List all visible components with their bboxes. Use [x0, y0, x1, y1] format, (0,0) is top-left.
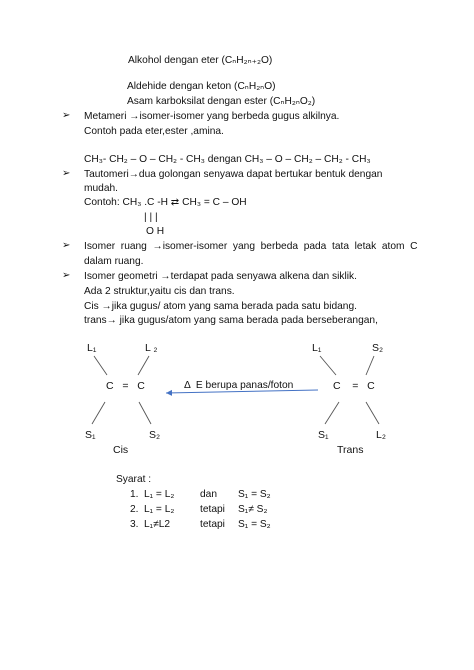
- trans-bond-l2: [366, 402, 379, 424]
- cis-bond-s1: [92, 402, 105, 424]
- tautomeri-atoms: O H: [146, 226, 165, 237]
- tautomeri-definition: Tautomeri→dua golongan senyawa dapat bertukar bentuk dengan: [84, 169, 383, 180]
- syarat-s-condition: S₁ = S₂: [238, 519, 271, 530]
- bullet-marker: ➢: [62, 240, 71, 251]
- cis-l1-label: L₁: [87, 342, 97, 354]
- bullet-marker: ➢: [62, 168, 71, 179]
- syarat-l-condition: L₁≠L2: [144, 519, 171, 530]
- bullet-marker: ➢: [62, 110, 71, 121]
- trans-bond-s2: [366, 356, 374, 375]
- isomer-ruang-definition-cont: dalam ruang.: [84, 256, 144, 267]
- trans-l1-label: L₁: [312, 342, 322, 354]
- syarat-s-condition: S₁≠ S₂: [238, 504, 268, 515]
- cis-bond-l2: [138, 356, 149, 375]
- tautomeri-definition-cont: mudah.: [84, 183, 118, 194]
- isomer-geometri-trans: trans→ jika gugus/atom yang sama berada pada berseberangan,: [84, 315, 378, 326]
- cis-bond-l1: [94, 356, 107, 375]
- formula-aldehide-keton: Aldehide dengan keton (CₙH₂ₙO): [127, 81, 276, 92]
- syarat-number: 1.: [130, 489, 139, 500]
- syarat-s-condition: S₁ = S₂: [238, 489, 271, 500]
- isomer-geometri-struktur: Ada 2 struktur,yaitu cis dan trans.: [84, 286, 235, 297]
- metameri-definition: Metameri →isomer-isomer yang berbeda gugus alkilnya.: [84, 111, 340, 122]
- metameri-example: CH₃- CH₂ – O – CH₂ - CH₃ dengan CH₃ – O – CH₂ – CH₂ - CH₃: [84, 154, 371, 165]
- trans-bond-l1: [320, 356, 336, 375]
- formula-asam-ester: Asam karboksilat dengan ester (CₙH₂ₙO₂): [127, 96, 316, 107]
- syarat-conjunction: tetapi: [200, 519, 225, 530]
- metameri-contoh: Contoh pada eter,ester ,amina.: [84, 126, 224, 137]
- trans-name: Trans: [337, 444, 364, 456]
- tautomeri-bonds: | | |: [144, 212, 158, 223]
- formula-alkohol-eter: Alkohol dengan eter (CₙH₂ₙ₊₂O): [128, 55, 273, 66]
- syarat-conjunction: dan: [200, 489, 217, 500]
- isomer-geometri-definition: Isomer geometri →terdapat pada senyawa alkena dan siklik.: [84, 271, 357, 282]
- cis-s1-label: S₁: [85, 429, 96, 441]
- trans-s1-label: S₁: [318, 429, 329, 441]
- trans-bond-s1: [325, 402, 339, 424]
- cis-bond-s2: [139, 402, 151, 424]
- cis-l2-label: L ₂: [145, 342, 158, 354]
- trans-s2-label: S₂: [372, 342, 384, 354]
- cis-name: Cis: [113, 444, 129, 456]
- syarat-l-condition: L₁ = L₂: [144, 489, 175, 500]
- syarat-number: 3.: [130, 519, 139, 530]
- trans-double-bond: C = C: [333, 380, 375, 392]
- syarat-l-condition: L₁ = L₂: [144, 504, 175, 515]
- isomer-ruang-definition: Isomer ruang →isomer-isomer yang berbeda pada tata letak atom C: [84, 241, 418, 252]
- tautomeri-contoh: Contoh: CH₃ .C -H ⇄ CH₃ = C – OH: [84, 197, 247, 208]
- syarat-number: 2.: [130, 504, 139, 515]
- syarat-title: Syarat :: [116, 474, 152, 485]
- cis-s2-label: S₂: [149, 429, 161, 441]
- cis-double-bond: C = C: [106, 380, 145, 392]
- syarat-conjunction: tetapi: [200, 504, 225, 515]
- trans-l2-label: L₂: [376, 429, 386, 441]
- conversion-condition-label: Δ E berupa panas/foton: [184, 380, 294, 391]
- isomer-geometri-cis: Cis →jika gugus/ atom yang sama berada pada satu bidang.: [84, 301, 357, 312]
- bullet-marker: ➢: [62, 270, 71, 281]
